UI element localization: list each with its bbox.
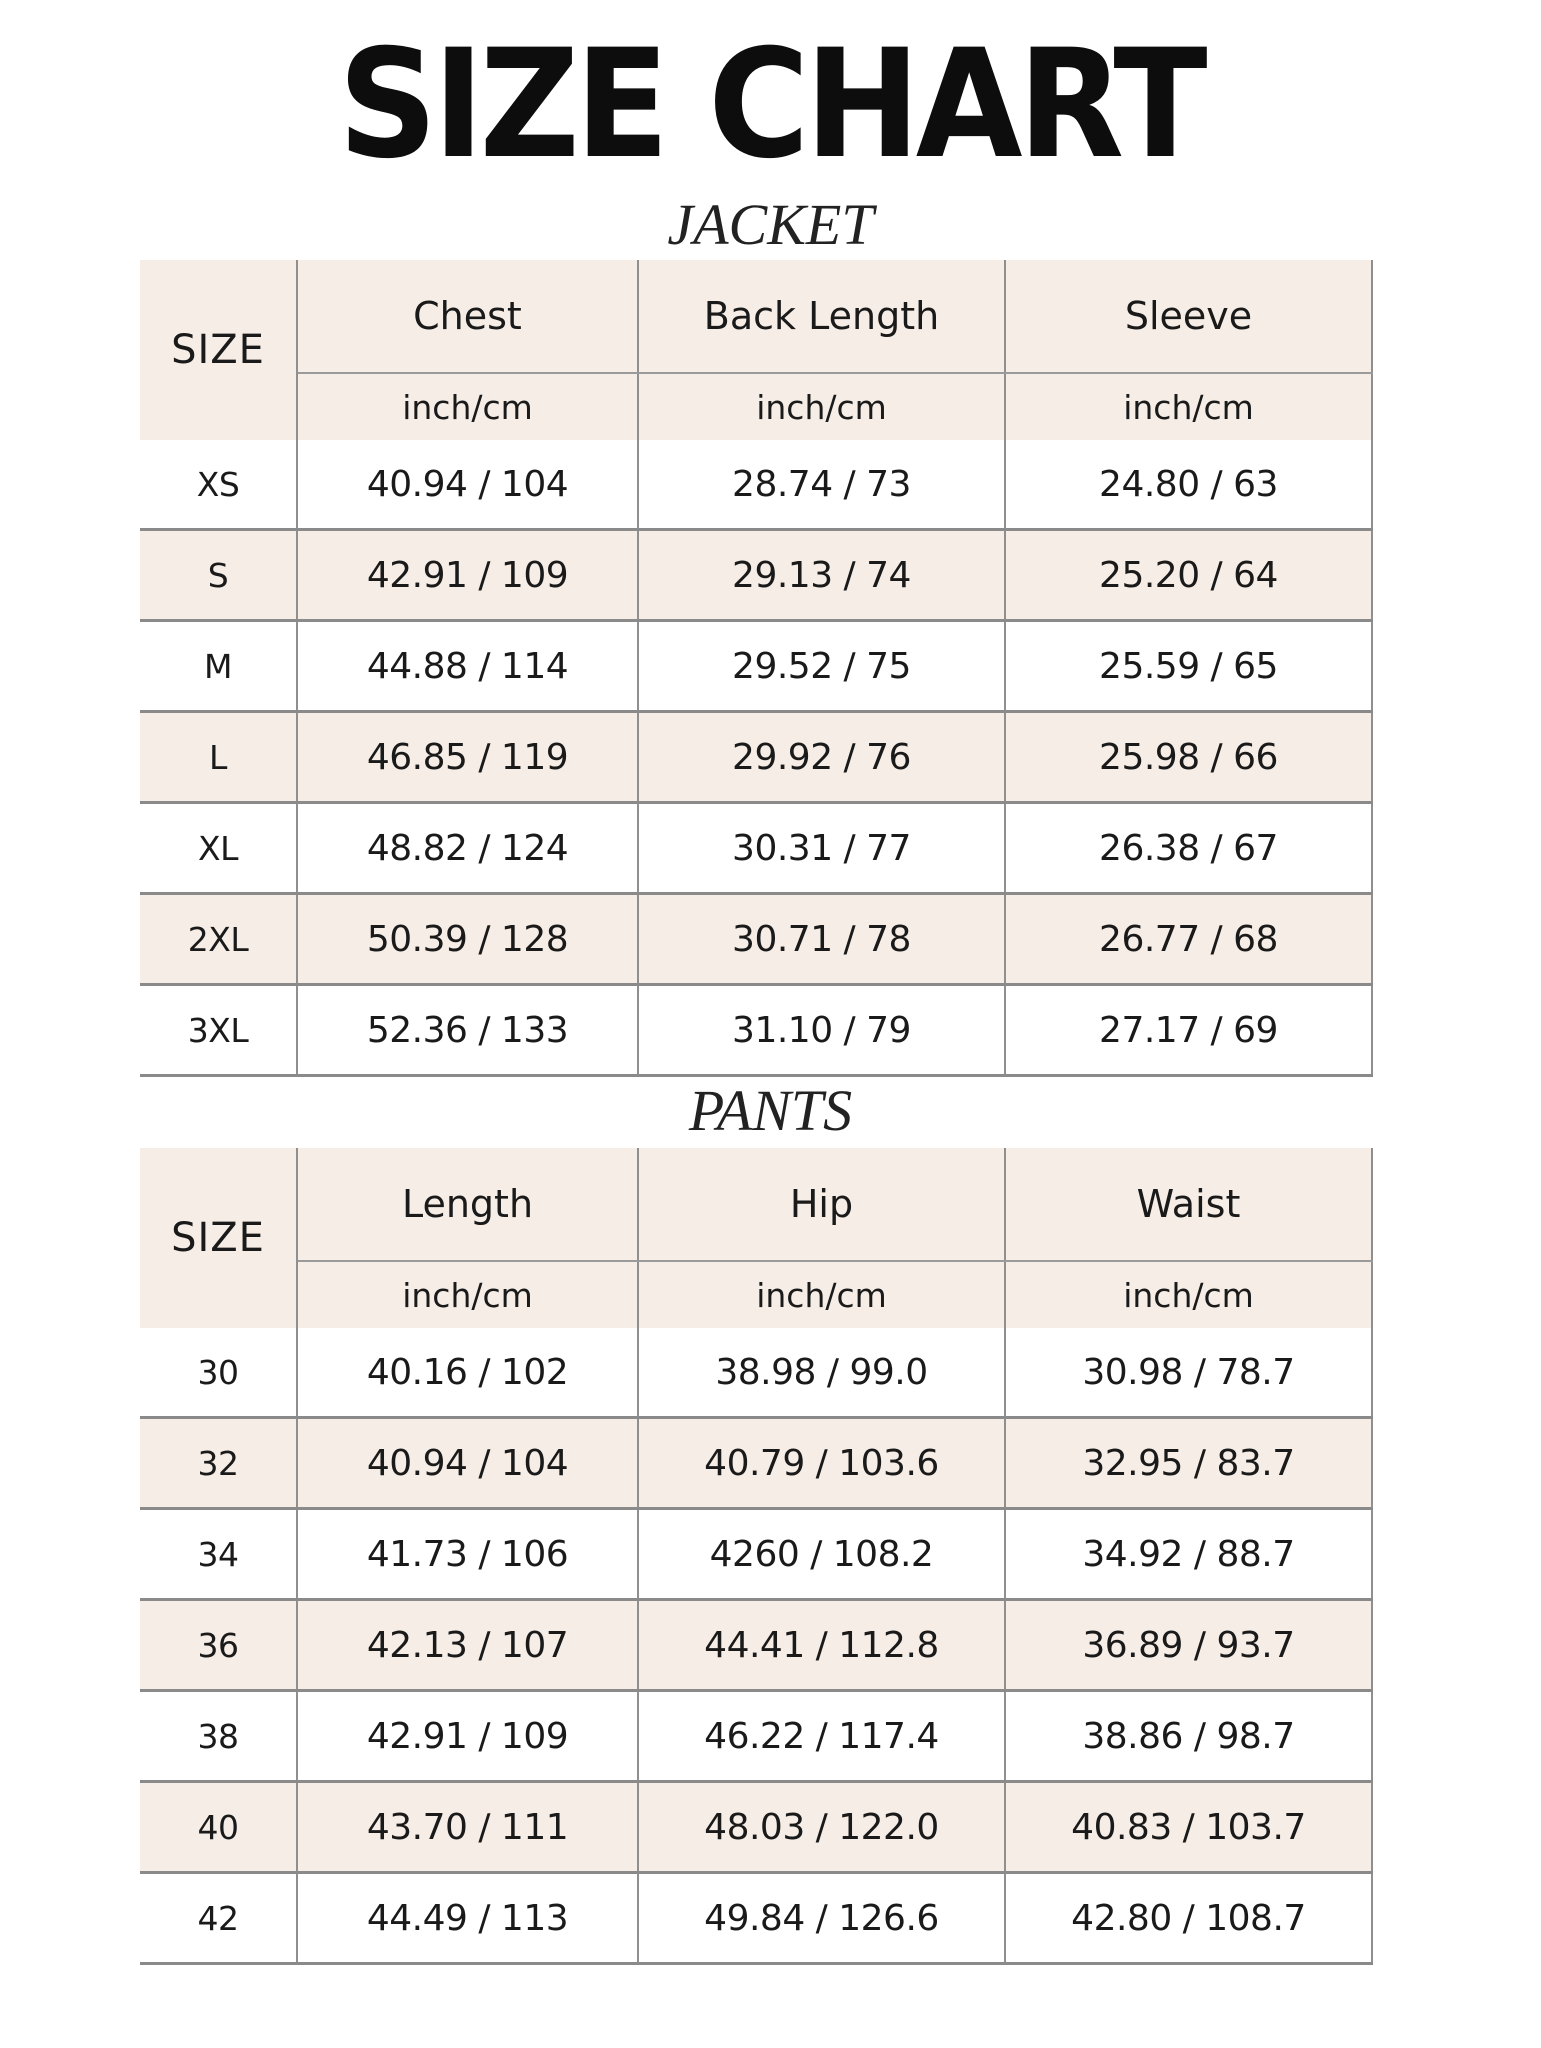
value-cell: 40.79 / 103.6 [638, 1418, 1005, 1509]
value-cell: 44.41 / 112.8 [638, 1600, 1005, 1691]
value-cell: 38.86 / 98.7 [1005, 1691, 1372, 1782]
value-cell: 25.59 / 65 [1005, 621, 1372, 712]
value-cell: 29.13 / 74 [638, 530, 1005, 621]
value-cell: 29.52 / 75 [638, 621, 1005, 712]
value-cell: 42.13 / 107 [297, 1600, 638, 1691]
size-cell: M [140, 621, 297, 712]
size-cell: 40 [140, 1782, 297, 1873]
value-cell: 26.38 / 67 [1005, 803, 1372, 894]
jacket-column-header-back-length: Back Length [638, 260, 1005, 373]
value-cell: 40.94 / 104 [297, 440, 638, 530]
size-cell: XS [140, 440, 297, 530]
value-cell: 30.98 / 78.7 [1005, 1328, 1372, 1418]
value-cell: 40.94 / 104 [297, 1418, 638, 1509]
pants-column-header-waist: Waist [1005, 1148, 1372, 1261]
pants-section-title: PANTS [688, 1078, 853, 1143]
jacket-table-row [140, 894, 1372, 985]
size-cell: 32 [140, 1418, 297, 1509]
value-cell: 41.73 / 106 [297, 1509, 638, 1600]
jacket-unit-label: inch/cm [1005, 373, 1372, 440]
value-cell: 26.77 / 68 [1005, 894, 1372, 985]
value-cell: 25.20 / 64 [1005, 530, 1372, 621]
jacket-size-table [140, 260, 1373, 1077]
pants-table-row [140, 1600, 1372, 1691]
value-cell: 49.84 / 126.6 [638, 1873, 1005, 1964]
value-cell: 52.36 / 133 [297, 985, 638, 1076]
jacket-size-header: SIZE [140, 260, 297, 440]
pants-unit-label: inch/cm [1005, 1261, 1372, 1328]
value-cell: 42.91 / 109 [297, 530, 638, 621]
value-cell: 46.22 / 117.4 [638, 1691, 1005, 1782]
jacket-table-row [140, 712, 1372, 803]
value-cell: 28.74 / 73 [638, 440, 1005, 530]
value-cell: 50.39 / 128 [297, 894, 638, 985]
jacket-table-row [140, 530, 1372, 621]
size-cell: 36 [140, 1600, 297, 1691]
value-cell: 48.82 / 124 [297, 803, 638, 894]
value-cell: 25.98 / 66 [1005, 712, 1372, 803]
pants-table-row [140, 1691, 1372, 1782]
pants-column-header-length: Length [297, 1148, 638, 1261]
jacket-table-row [140, 985, 1372, 1076]
value-cell: 38.98 / 99.0 [638, 1328, 1005, 1418]
pants-size-table [140, 1148, 1373, 1965]
pants-unit-label: inch/cm [638, 1261, 1005, 1328]
value-cell: 32.95 / 83.7 [1005, 1418, 1372, 1509]
jacket-column-header-sleeve: Sleeve [1005, 260, 1372, 373]
value-cell: 31.10 / 79 [638, 985, 1005, 1076]
size-cell: 34 [140, 1509, 297, 1600]
value-cell: 34.92 / 88.7 [1005, 1509, 1372, 1600]
pants-size-header: SIZE [140, 1148, 297, 1328]
jacket-table-row [140, 803, 1372, 894]
value-cell: 44.49 / 113 [297, 1873, 638, 1964]
jacket-column-header-chest: Chest [297, 260, 638, 373]
value-cell: 36.89 / 93.7 [1005, 1600, 1372, 1691]
value-cell: 30.31 / 77 [638, 803, 1005, 894]
pants-table-row [140, 1418, 1372, 1509]
pants-table-row [140, 1328, 1372, 1418]
value-cell: 29.92 / 76 [638, 712, 1005, 803]
jacket-section-title: JACKET [667, 192, 874, 257]
jacket-unit-label: inch/cm [638, 373, 1005, 440]
size-cell: 3XL [140, 985, 297, 1076]
jacket-table-row [140, 621, 1372, 712]
size-cell: 42 [140, 1873, 297, 1964]
value-cell: 24.80 / 63 [1005, 440, 1372, 530]
value-cell: 40.16 / 102 [297, 1328, 638, 1418]
pants-unit-label: inch/cm [297, 1261, 638, 1328]
pants-unit-row [140, 1261, 1372, 1328]
size-cell: 2XL [140, 894, 297, 985]
value-cell: 48.03 / 122.0 [638, 1782, 1005, 1873]
value-cell: 40.83 / 103.7 [1005, 1782, 1372, 1873]
value-cell: 44.88 / 114 [297, 621, 638, 712]
size-cell: XL [140, 803, 297, 894]
value-cell: 42.80 / 108.7 [1005, 1873, 1372, 1964]
pants-table-row [140, 1873, 1372, 1964]
jacket-table-row [140, 440, 1372, 530]
size-cell: S [140, 530, 297, 621]
pants-table-row [140, 1782, 1372, 1873]
jacket-unit-label: inch/cm [297, 373, 638, 440]
value-cell: 27.17 / 69 [1005, 985, 1372, 1076]
size-cell: L [140, 712, 297, 803]
value-cell: 30.71 / 78 [638, 894, 1005, 985]
value-cell: 42.91 / 109 [297, 1691, 638, 1782]
value-cell: 43.70 / 111 [297, 1782, 638, 1873]
size-cell: 30 [140, 1328, 297, 1418]
value-cell: 46.85 / 119 [297, 712, 638, 803]
pants-table-row [140, 1509, 1372, 1600]
size-cell: 38 [140, 1691, 297, 1782]
value-cell: 4260 / 108.2 [638, 1509, 1005, 1600]
pants-header-row [140, 1148, 1372, 1261]
jacket-header-row [140, 260, 1372, 373]
pants-column-header-hip: Hip [638, 1148, 1005, 1261]
jacket-unit-row [140, 373, 1372, 440]
page-title: SIZE CHART [338, 18, 1203, 192]
